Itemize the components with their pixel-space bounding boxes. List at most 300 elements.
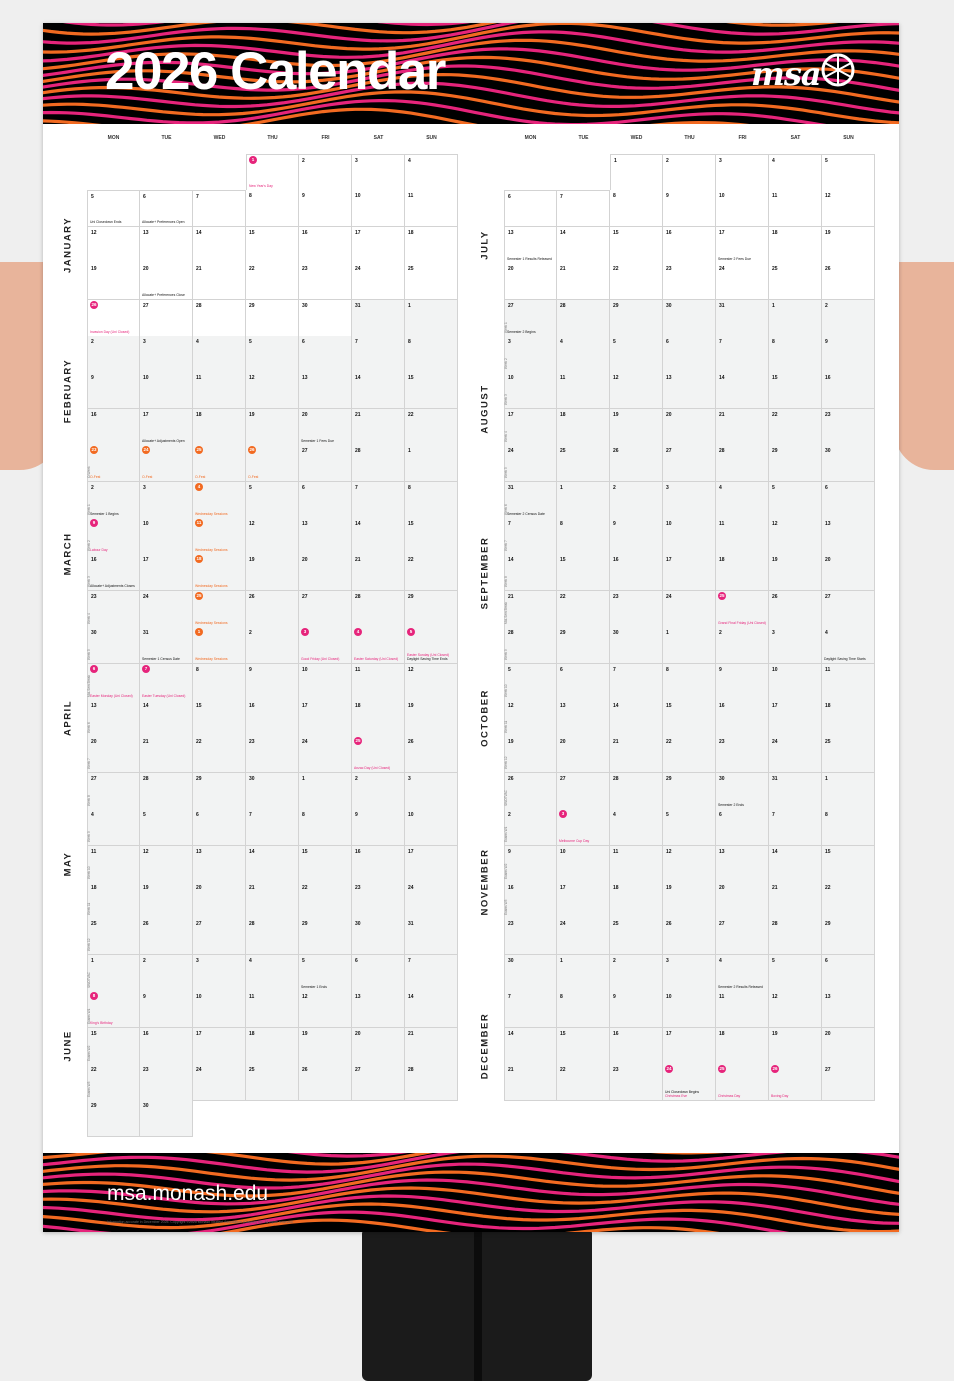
day-cell-may-17	[405, 846, 458, 883]
day-cell-feb-14	[352, 372, 405, 409]
day-cell-apr-9	[246, 664, 299, 701]
day-number: 8	[613, 193, 616, 200]
day-number: 10	[508, 375, 514, 382]
day-number: 25	[772, 266, 778, 273]
day-number: 15	[408, 521, 414, 527]
day-cell-dec-26	[769, 1064, 822, 1101]
teaching-week-label: SWOTVAC	[504, 789, 508, 806]
day-cell-mar-7	[352, 482, 405, 519]
day-cell-dec-16	[610, 1028, 663, 1065]
day-cell-feb-11	[193, 372, 246, 409]
day-number: 31	[143, 630, 149, 637]
day-number: 14	[196, 229, 202, 236]
day-number: 7	[249, 812, 252, 819]
event-label: Invasion Day (Uni Closed)	[90, 329, 130, 334]
day-number: 31	[508, 484, 514, 491]
event-label: Wednesday Sessions	[195, 584, 228, 589]
day-number: 30	[91, 630, 97, 637]
fine-print: Information accurate in December 2025. Copyright ©2025 Monash Student Association (Clayton) Inc. All rights reserved.	[107, 1220, 294, 1224]
day-cell-jan-22	[246, 263, 299, 300]
day-number: 18	[560, 411, 566, 418]
day-cell-dec-22	[557, 1064, 610, 1101]
event-label: Semester 2 Results Released	[718, 984, 763, 989]
day-number: 13	[508, 229, 514, 236]
day-cell-dec-4	[716, 955, 769, 992]
day-cell-nov-7	[769, 809, 822, 846]
day-cell-may-11	[87, 846, 140, 883]
day-number: 5	[772, 484, 775, 491]
day-cell-may-19	[140, 882, 193, 919]
day-cell-mar-1	[405, 445, 458, 482]
day-header-sun: SUN	[843, 135, 854, 141]
day-cell-aug-10	[504, 372, 557, 409]
day-cell-oct-20	[557, 736, 610, 773]
day-cell-sep-6	[822, 482, 875, 519]
event-label: O-Fest	[195, 475, 206, 480]
teaching-week-label: Exams W3	[504, 899, 508, 915]
day-cell-may-4	[87, 809, 140, 846]
day-cell-may-26	[140, 918, 193, 955]
teaching-week-label: Week 1	[504, 321, 508, 333]
header-band	[43, 23, 899, 124]
day-cell-feb-13	[299, 372, 352, 409]
event-label: Semester 2 Fees Due	[718, 256, 751, 261]
day-number: 23	[91, 447, 97, 453]
day-number: 2	[302, 158, 305, 164]
day-cell-jan-16	[299, 227, 352, 264]
day-number: 29	[772, 448, 778, 455]
day-cell-oct-8	[663, 664, 716, 701]
day-number: 29	[91, 1103, 97, 1110]
day-cell-mar-4	[193, 482, 246, 519]
event-label: Semester 1 Fees Due	[301, 438, 334, 443]
day-cell-nov-9	[504, 846, 557, 883]
day-header-mon: MON	[524, 135, 537, 141]
day-cell-dec-20	[822, 1028, 875, 1065]
month-label-may: MAY	[62, 851, 74, 877]
day-number: 22	[408, 411, 414, 418]
day-number: 11	[196, 375, 202, 382]
day-cell-nov-11	[610, 846, 663, 883]
day-number: 31	[719, 302, 725, 309]
day-number: 4	[772, 158, 775, 164]
day-number: 9	[355, 812, 358, 819]
day-cell-jun-4	[246, 955, 299, 992]
day-cell-may-5	[140, 809, 193, 846]
day-number: 4	[195, 483, 203, 491]
day-number: 21	[196, 266, 202, 273]
day-number: 23	[666, 266, 672, 273]
day-number: 14	[613, 703, 619, 709]
day-number: 13	[91, 703, 97, 709]
day-number: 5	[143, 812, 146, 819]
teaching-week-label: Week 9	[504, 649, 508, 661]
day-number: 28	[560, 302, 566, 309]
day-number: 15	[196, 703, 202, 709]
day-cell-mar-6	[299, 482, 352, 519]
day-number: 12	[91, 229, 97, 236]
day-cell-jun-3	[193, 955, 246, 992]
teaching-week-label: Week 11	[87, 902, 91, 915]
day-cell-apr-25	[352, 736, 405, 773]
day-cell-aug-27	[663, 445, 716, 482]
day-number: 23	[91, 593, 97, 600]
day-number: 7	[355, 339, 358, 345]
teaching-week-label: SWOTVAC	[87, 971, 91, 988]
day-cell-oct-27	[557, 773, 610, 810]
day-cell-jun-24	[193, 1064, 246, 1101]
day-cell-oct-29	[663, 773, 716, 810]
day-cell-may-15	[299, 846, 352, 883]
day-cell-mar-20	[299, 554, 352, 591]
day-number: 1	[825, 775, 828, 782]
day-number: 11	[196, 520, 202, 525]
day-cell-aug-7	[716, 336, 769, 373]
day-cell-jan-3	[352, 154, 405, 191]
day-number: 9	[302, 193, 305, 200]
day-cell-nov-26	[663, 918, 716, 955]
teaching-week-label: Week 4	[87, 613, 91, 624]
teaching-week-label: Week 5	[504, 467, 508, 479]
day-number: 25	[719, 592, 725, 598]
calendar-poster	[43, 23, 899, 1232]
teaching-week-label: Week 4	[504, 431, 508, 442]
month-label-october: OCTOBER	[479, 689, 491, 748]
day-cell-feb-24	[140, 445, 193, 482]
day-cell-oct-13	[557, 700, 610, 737]
day-number: 14	[355, 521, 361, 527]
day-number: 26	[91, 301, 97, 307]
day-cell-aug-18	[557, 409, 610, 446]
day-cell-mar-25	[193, 591, 246, 628]
day-cell-jan-18	[405, 227, 458, 264]
day-number: 28	[508, 630, 514, 637]
day-cell-sep-2	[610, 482, 663, 519]
day-number: 1	[560, 484, 563, 491]
day-cell-jun-26	[299, 1064, 352, 1101]
day-number: 16	[613, 1030, 619, 1037]
day-number: 1	[666, 630, 669, 637]
month-label-december: DECEMBER	[479, 1012, 491, 1079]
day-cell-sep-5	[769, 482, 822, 519]
day-cell-aug-25	[557, 445, 610, 482]
day-cell-feb-7	[352, 336, 405, 373]
day-number: 7	[355, 484, 358, 491]
day-number: 11	[825, 666, 831, 673]
month-label-february: FEBRUARY	[62, 358, 74, 423]
day-number: 8	[408, 484, 411, 491]
day-number: 3	[301, 628, 309, 636]
day-cell-aug-13	[663, 372, 716, 409]
day-cell-feb-4	[193, 336, 246, 373]
event-label: Anzac Day (Uni Closed)	[354, 766, 391, 771]
day-cell-oct-5	[504, 664, 557, 701]
day-number: 13	[355, 994, 361, 1001]
day-number: 3	[355, 158, 358, 164]
day-number: 16	[91, 411, 97, 418]
day-number: 16	[666, 229, 672, 236]
day-number: 27	[560, 775, 566, 782]
day-cell-feb-20	[299, 409, 352, 446]
day-number: 20	[825, 1030, 831, 1037]
day-cell-sep-7	[504, 518, 557, 555]
day-number: 28	[613, 775, 619, 782]
day-number: 25	[719, 1066, 725, 1071]
teaching-week-label: Week 8	[87, 795, 91, 806]
day-cell-sep-30	[610, 627, 663, 664]
day-cell-oct-22	[663, 736, 716, 773]
day-number: 14	[249, 848, 255, 855]
day-cell-feb-10	[140, 372, 193, 409]
day-number: 30	[249, 775, 255, 782]
day-cell-mar-14	[352, 518, 405, 555]
day-cell-nov-19	[663, 882, 716, 919]
day-number: 30	[302, 302, 308, 309]
day-number: 17	[719, 229, 725, 236]
day-number: 30	[355, 921, 361, 928]
day-number: 22	[825, 885, 831, 891]
day-number: 15	[249, 229, 255, 236]
month-label-august: AUGUST	[479, 384, 491, 434]
teaching-week-label: Week 12	[87, 938, 91, 952]
day-number: 22	[772, 411, 778, 418]
day-number: 21	[355, 557, 361, 564]
day-cell-may-20	[193, 882, 246, 919]
day-number: 14	[508, 557, 514, 564]
day-number: 17	[408, 848, 414, 855]
day-number: 5	[613, 339, 616, 345]
day-cell-jul-14	[557, 227, 610, 264]
day-number: 14	[508, 1030, 514, 1037]
day-number: 27	[825, 593, 831, 600]
day-number: 11	[408, 193, 414, 200]
day-cell-may-12	[140, 846, 193, 883]
day-number: 23	[302, 266, 308, 273]
day-number: 2	[666, 158, 669, 164]
day-number: 12	[249, 375, 255, 382]
event-label: Christmas Day	[718, 1094, 741, 1098]
day-number: 10	[666, 994, 672, 1001]
day-cell-aug-12	[610, 372, 663, 409]
day-cell-mar-22	[405, 554, 458, 591]
day-number: 3	[666, 484, 669, 491]
day-number: 7	[508, 521, 511, 527]
day-cell-jul-6	[504, 190, 557, 227]
day-number: 21	[143, 739, 149, 746]
day-number: 12	[249, 521, 255, 527]
day-number: 6	[666, 339, 669, 345]
event-label: Daylight Saving Time Starts	[824, 657, 866, 662]
day-cell-dec-10	[663, 991, 716, 1028]
day-cell-jun-21	[405, 1028, 458, 1065]
day-cell-may-6	[193, 809, 246, 846]
day-number: 15	[613, 229, 619, 236]
day-cell-nov-17	[557, 882, 610, 919]
day-number: 30	[508, 957, 514, 964]
event-label: King's Birthday	[90, 1021, 113, 1026]
day-number: 19	[91, 266, 97, 273]
day-number: 16	[825, 375, 831, 382]
day-cell-jun-5	[299, 955, 352, 992]
day-number: 6	[825, 957, 828, 964]
day-number: 9	[825, 339, 828, 345]
day-cell-sep-19	[769, 554, 822, 591]
day-cell-nov-16	[504, 882, 557, 919]
event-label: Semester 1 Results Released	[507, 256, 552, 261]
month-label-april: APRIL	[62, 700, 74, 737]
day-cell-may-7	[246, 809, 299, 846]
day-cell-jan-31	[352, 300, 405, 337]
day-number: 9	[249, 666, 252, 673]
day-number: 10	[408, 812, 414, 819]
day-cell-dec-8	[557, 991, 610, 1028]
day-cell-sep-18	[716, 554, 769, 591]
day-cell-apr-5	[405, 627, 458, 664]
day-cell-jul-20	[504, 263, 557, 300]
day-number: 8	[560, 994, 563, 1001]
day-number: 11	[355, 666, 361, 673]
day-number: 18	[772, 229, 778, 236]
day-cell-dec-9	[610, 991, 663, 1028]
day-number: 1	[195, 628, 203, 636]
teaching-week-label: Week 2	[504, 358, 508, 369]
day-number: 26	[408, 739, 414, 746]
teaching-week-label: Week 3	[87, 576, 91, 588]
day-cell-may-18	[87, 882, 140, 919]
day-cell-feb-25	[193, 445, 246, 482]
day-number: 5	[825, 158, 828, 164]
day-number: 13	[560, 703, 566, 709]
day-number: 13	[825, 521, 831, 527]
day-number: 30	[613, 630, 619, 637]
day-number: 19	[508, 739, 514, 746]
day-number: 2	[719, 630, 722, 637]
day-number: 10	[355, 193, 361, 200]
teaching-week-label: Week 9	[87, 831, 91, 843]
day-number: 26	[666, 921, 672, 928]
day-cell-oct-2	[716, 627, 769, 664]
day-cell-feb-15	[405, 372, 458, 409]
day-cell-may-16	[352, 846, 405, 883]
day-cell-jul-26	[822, 263, 875, 300]
day-cell-sep-12	[769, 518, 822, 555]
day-cell-feb-21	[352, 409, 405, 446]
day-number: 2	[91, 484, 94, 491]
day-number: 23	[719, 739, 725, 746]
day-number: 6	[143, 194, 146, 201]
day-cell-aug-9	[822, 336, 875, 373]
day-cell-nov-6	[716, 809, 769, 846]
day-cell-jun-13	[352, 991, 405, 1028]
day-number: 14	[355, 375, 361, 382]
day-number: 14	[560, 229, 566, 236]
day-number: 21	[408, 1030, 414, 1037]
day-cell-aug-16	[822, 372, 875, 409]
teaching-week-label: Week 6	[504, 503, 508, 515]
day-number: 29	[196, 775, 202, 782]
day-number: 3	[196, 957, 199, 964]
day-cell-jul-8	[610, 190, 663, 227]
day-cell-mar-11	[193, 518, 246, 555]
day-number: 29	[613, 302, 619, 309]
day-number: 4	[719, 484, 722, 491]
day-cell-jun-27	[352, 1064, 405, 1101]
month-label-march: MARCH	[62, 532, 74, 576]
day-number: 11	[91, 848, 97, 855]
day-cell-jun-15	[87, 1028, 140, 1065]
day-number: 2	[613, 957, 616, 964]
day-cell-jan-29	[246, 300, 299, 337]
day-cell-nov-23	[504, 918, 557, 955]
day-cell-dec-24	[663, 1064, 716, 1101]
day-header-tue: TUE	[578, 135, 589, 141]
day-cell-dec-5	[769, 955, 822, 992]
day-cell-jun-23	[140, 1064, 193, 1101]
day-cell-aug-6	[663, 336, 716, 373]
day-cell-jan-23	[299, 263, 352, 300]
day-number: 23	[613, 593, 619, 600]
day-number: 19	[772, 557, 778, 564]
day-number: 26	[825, 266, 831, 273]
day-number: 25	[355, 738, 361, 744]
day-cell-jul-3	[716, 154, 769, 191]
day-cell-aug-30	[822, 445, 875, 482]
day-number: 2	[508, 812, 511, 819]
msa-logo	[751, 49, 866, 104]
day-number: 16	[613, 557, 619, 564]
event-label: Wednesday Sessions	[195, 657, 228, 662]
day-cell-oct-11	[822, 664, 875, 701]
day-cell-nov-8	[822, 809, 875, 846]
day-cell-aug-29	[769, 445, 822, 482]
day-number: 18	[613, 885, 619, 891]
day-cell-apr-18	[352, 700, 405, 737]
day-number: 23	[249, 739, 255, 746]
day-number: 26	[302, 1067, 308, 1073]
day-number: 28	[249, 921, 255, 928]
day-cell-jul-7	[557, 190, 610, 227]
day-cell-sep-21	[504, 591, 557, 628]
day-number: 12	[143, 848, 149, 855]
day-cell-nov-27	[716, 918, 769, 955]
event-label: Melbourne Cup Day	[559, 839, 590, 844]
day-number: 14	[719, 375, 725, 382]
day-cell-mar-21	[352, 554, 405, 591]
day-number: 25	[825, 739, 831, 746]
day-number: 20	[719, 885, 725, 891]
day-number: 3	[559, 810, 567, 818]
teaching-week-label: Mid-Sem Break	[87, 674, 91, 697]
day-number: 6	[302, 484, 305, 491]
legs	[362, 1228, 592, 1381]
day-number: 16	[91, 557, 97, 564]
day-number: 17	[196, 1030, 202, 1037]
day-number: 7	[196, 194, 199, 201]
day-number: 23	[355, 885, 361, 891]
day-cell-jan-19	[87, 263, 140, 300]
day-cell-aug-21	[716, 409, 769, 446]
day-number: 30	[143, 1103, 149, 1110]
day-cell-aug-22	[769, 409, 822, 446]
day-cell-may-21	[246, 882, 299, 919]
day-cell-dec-13	[822, 991, 875, 1028]
day-cell-oct-24	[769, 736, 822, 773]
day-number: 26	[249, 447, 255, 453]
day-number: 18	[249, 1030, 255, 1037]
day-number: 16	[302, 229, 308, 236]
day-cell-oct-16	[716, 700, 769, 737]
day-cell-oct-28	[610, 773, 663, 810]
